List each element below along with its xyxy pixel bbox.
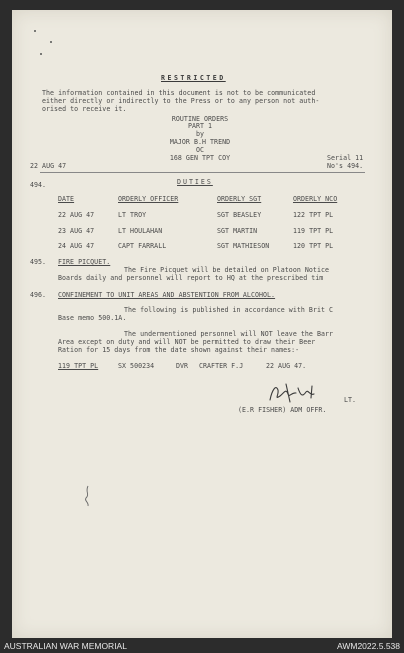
orders-part: PART 1 (187, 122, 213, 130)
notice-line: either directly or indirectly to the Press or to any person not auth- (42, 97, 320, 105)
paragraph-line: The undermentioned personnel will NOT leave the Barr (124, 330, 334, 338)
personnel-unit: 119 TPT PL (58, 362, 99, 370)
header-divider (40, 172, 365, 173)
footer-accession-number: AWM2022.5.538 (337, 641, 400, 651)
paragraph-line: The following is published in accordance with Brit C (124, 306, 334, 314)
table-cell: 24 AUG 47 (58, 242, 95, 250)
column-header-sgt: ORDERLY SGT (217, 195, 262, 203)
table-cell: LT TROY (118, 211, 147, 219)
table-cell: LT HOULAHAN (118, 227, 163, 235)
table-cell: 119 TPT PL (293, 227, 334, 235)
table-cell: 122 TPT PL (293, 211, 334, 219)
orders-by: by (195, 130, 205, 138)
paper-speck (50, 41, 52, 43)
section-number: 495. (30, 258, 47, 266)
commander-name: MAJOR B.H TREND (169, 138, 231, 146)
table-cell: SGT MARTIN (217, 227, 258, 235)
classification-heading: RESTRICTED (161, 74, 226, 82)
section-title: FIRE PICQUET. (58, 258, 111, 266)
section-title: DUTIES (177, 178, 213, 186)
table-cell: 22 AUG 47 (58, 211, 95, 219)
personnel-name: CRAFTER F.J (199, 362, 244, 370)
paragraph-line: Base memo 500.1A. (58, 314, 127, 322)
table-cell: 120 TPT PL (293, 242, 334, 250)
personnel-number: SX 500234 (118, 362, 155, 370)
section-number: 494. (30, 181, 47, 189)
paper-speck (34, 30, 36, 32)
personnel-date: 22 AUG 47. (266, 362, 307, 370)
notice-line: orised to receive it. (42, 105, 127, 113)
unit-name: 168 GEN TPT COY (169, 154, 231, 162)
table-cell: SGT BEASLEY (217, 211, 262, 219)
footer-institution: AUSTRALIAN WAR MEMORIAL (4, 641, 127, 651)
column-header-date: DATE (58, 195, 75, 203)
table-cell: 23 AUG 47 (58, 227, 95, 235)
paper-speck (40, 53, 42, 55)
paragraph-line: Area except on duty and will NOT be permitted to draw their Beer (58, 338, 316, 346)
serial-label: Serial 11 (327, 154, 364, 162)
section-title: CONFINEMENT TO UNIT AREAS AND ABSTENTION FROM ALCOHOL. (58, 291, 276, 299)
order-numbers: No's 494. (327, 162, 364, 170)
signatory-rank: LT. (344, 396, 357, 404)
pencil-mark (80, 484, 96, 508)
table-cell: SGT MATHIESON (217, 242, 270, 250)
section-number: 496. (30, 291, 47, 299)
paragraph-line: Boards daily and personnel will report to HQ at the prescribed tim (58, 274, 324, 282)
commander-title: OC (195, 146, 205, 154)
signatory-name: (E.R FISHER) ADM OFFR. (238, 406, 327, 414)
column-header-officer: ORDERLY OFFICER (118, 195, 179, 203)
handwritten-signature (262, 380, 332, 408)
order-date: 22 AUG 47 (30, 162, 67, 170)
orders-title: ROUTINE ORDERS (171, 115, 229, 123)
personnel-rank: DVR (176, 362, 189, 370)
notice-line: The information contained in this document is not to be communicated (42, 89, 316, 97)
paragraph-line: The Fire Picquet will be detailed on Platoon Notice (124, 266, 330, 274)
column-header-nco: ORDERLY NCO (293, 195, 338, 203)
paragraph-line: Ration for 15 days from the date shown against their names:- (58, 346, 300, 354)
table-cell: CAPT FARRALL (118, 242, 167, 250)
